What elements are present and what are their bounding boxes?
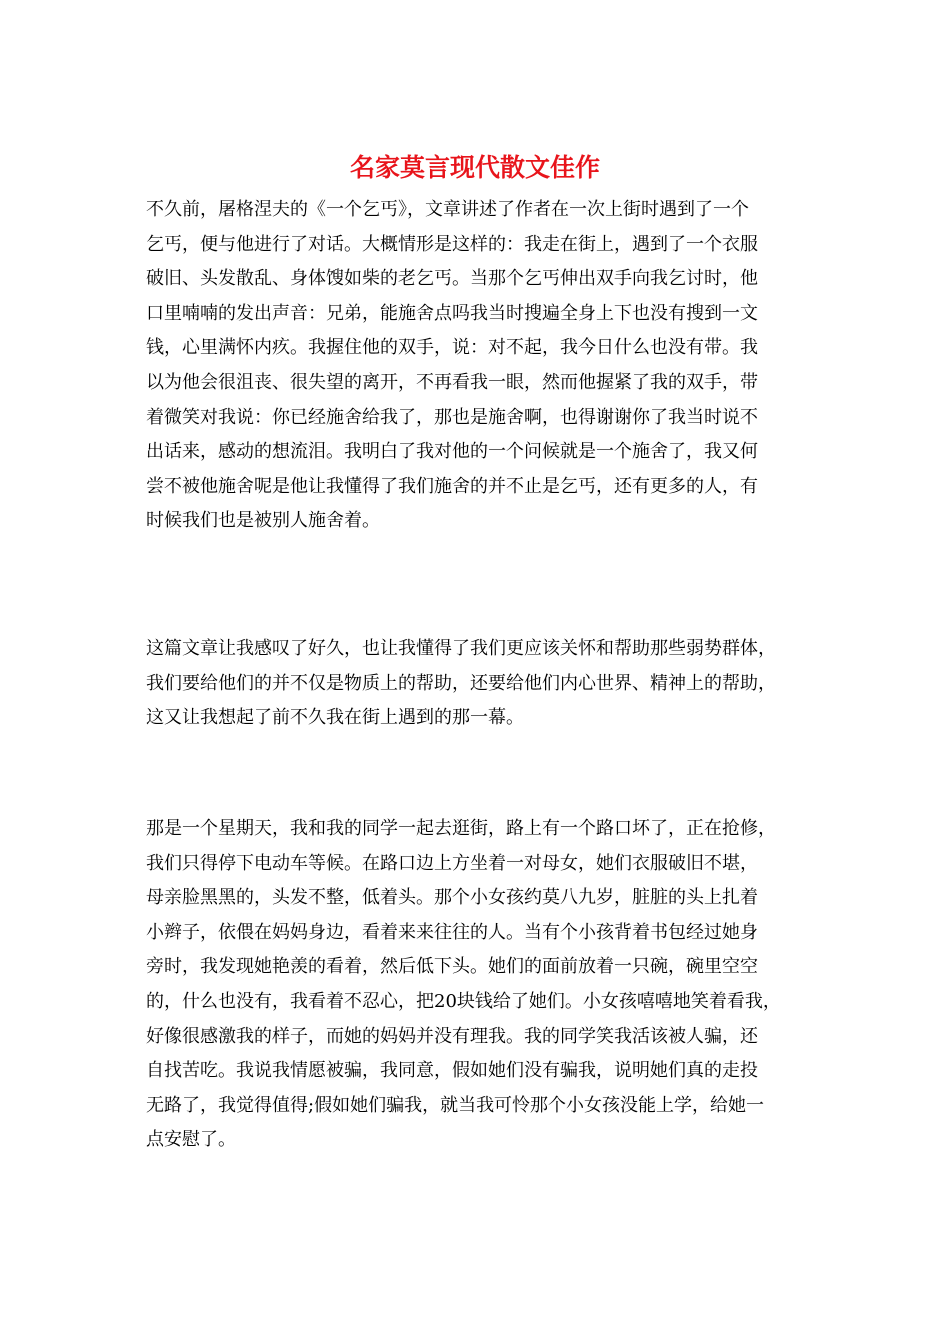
text-line: 这篇文章让我感叹了好久，也让我懂得了我们更应该关怀和帮助那些弱势群体， xyxy=(146,638,776,659)
text-line: 不久前，屠格涅夫的《一个乞丐》，文章讲述了作者在一次上街时遇到了一个 xyxy=(146,199,749,220)
text-line: 自找苦吃。我说我情愿被骗，我同意，假如她们没有骗我，说明她们真的走投 xyxy=(146,1060,758,1082)
text-line: 我们要给他们的并不仅是物质上的帮助，还要给他们内心世界、精神上的帮助， xyxy=(146,672,776,694)
text-line: 我们只得停下电动车等候。在路口边上方坐着一对母女，她们衣服破旧不堪， xyxy=(146,852,758,874)
text-line: 时候我们也是被别人施舍着。 xyxy=(146,510,380,532)
text-line: 的，什么也没有，我看着不忍心，把20块钱给了她们。小女孩嘻嘻地笑着看我， xyxy=(146,990,781,1012)
text-line: 小辫子，依偎在妈妈身边，看着来来往往的人。当有个小孩背着书包经过她身 xyxy=(146,921,758,943)
text-line: 那是一个星期天，我和我的同学一起去逛街，路上有一个路口坏了，正在抢修， xyxy=(146,818,776,839)
document-title: 名家莫言现代散文佳作 xyxy=(349,153,600,182)
text-line: 破旧、头发散乱、身体馊如柴的老乞丐。当那个乞丐伸出双手向我乞讨时，他 xyxy=(146,268,758,290)
paragraph-3 xyxy=(146,812,816,1158)
paragraph-2 xyxy=(146,632,816,736)
paragraph-1 xyxy=(146,193,816,539)
text-line: 这又让我想起了前不久我在街上遇到的那一幕。 xyxy=(146,707,524,729)
text-line: 好像很感激我的样子，而她的妈妈并没有理我。我的同学笑我活该被人骗，还 xyxy=(146,1025,758,1047)
text-line: 尝不被他施舍呢是他让我懂得了我们施舍的并不止是乞丐，还有更多的人，有 xyxy=(146,475,758,497)
text-line: 钱，心里满怀内疚。我握住他的双手，说：对不起，我今日什么也没有带。我 xyxy=(146,337,758,359)
text-line: 乞丐，便与他进行了对话。大概情形是这样的：我走在街上，遇到了一个衣服 xyxy=(146,233,758,255)
text-line: 出话来，感动的想流泪。我明白了我对他的一个问候就是一个施舍了，我又何 xyxy=(146,441,758,463)
text-line: 点安慰了。 xyxy=(146,1129,236,1151)
text-line: 旁时，我发现她艳羡的看着，然后低下头。她们的面前放着一只碗，碗里空空 xyxy=(146,956,758,978)
text-line: 无路了，我觉得值得;假如她们骗我，就当我可怜那个小女孩没能上学，给她一 xyxy=(146,1094,765,1116)
text-line: 口里喃喃的发出声音：兄弟，能施舍点吗我当时搜遍全身上下也没有搜到一文 xyxy=(146,302,758,324)
text-line: 以为他会很沮丧、很失望的离开，不再看我一眼，然而他握紧了我的双手，带 xyxy=(146,371,758,393)
text-line: 着微笑对我说：你已经施舍给我了，那也是施舍啊，也得谢谢你了我当时说不 xyxy=(146,406,758,428)
text-line: 母亲脸黑黑的，头发不整，低着头。那个小女孩约莫八九岁，脏脏的头上扎着 xyxy=(146,887,758,909)
